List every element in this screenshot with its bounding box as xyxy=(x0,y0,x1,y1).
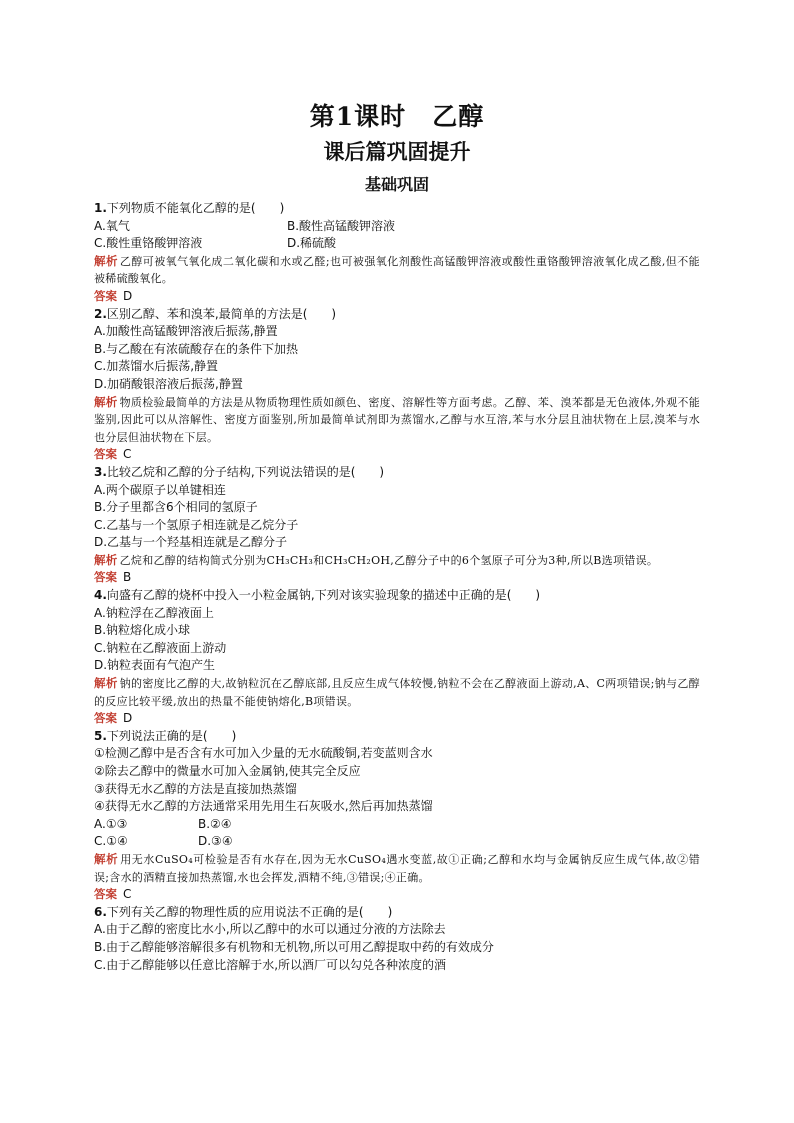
question-5 xyxy=(94,728,700,904)
option-d: D.乙基与一个羟基相连就是乙醇分子 xyxy=(94,535,288,550)
option-d: D.③④ xyxy=(198,834,233,849)
document-page xyxy=(94,100,700,974)
answer: 答案 C xyxy=(94,887,132,902)
option-c: C.由于乙醇能够以任意比溶解于水,所以酒厂可以勾兑各种浓度的酒 xyxy=(94,957,447,972)
option-d: D.加硝酸银溶液后振荡,静置 xyxy=(94,376,243,391)
answer: 答案 D xyxy=(94,288,133,303)
question-3 xyxy=(94,464,700,587)
option-c: C.钠粒在乙醇液面上游动 xyxy=(94,640,227,655)
option-b: B.酸性高锰酸钾溶液 xyxy=(287,218,396,233)
question-stem: 5.下列说法正确的是( ) xyxy=(94,728,237,743)
options-row xyxy=(94,816,700,834)
option-c: C.酸性重铬酸钾溶液 xyxy=(94,236,203,251)
question-stem: 3.比较乙烷和乙醇的分子结构,下列说法错误的是( ) xyxy=(94,464,385,479)
question-4 xyxy=(94,587,700,728)
option-d: D.稀硫酸 xyxy=(287,236,337,251)
question-2 xyxy=(94,306,700,464)
option-c: C.①④ xyxy=(94,834,128,849)
question-stem: 6.下列有关乙醇的物理性质的应用说法不正确的是( ) xyxy=(94,904,393,919)
option-d: D.钠粒表面有气泡产生 xyxy=(94,658,216,673)
options-row xyxy=(94,235,700,253)
analysis: 解析 乙烷和乙醇的结构简式分别为CH₃CH₃和CH₃CH₂OH,乙醇分子中的6个氢原子可分为3种,所以B选项错误。 xyxy=(94,552,659,567)
option-a: A.加酸性高锰酸钾溶液后振荡,静置 xyxy=(94,324,278,339)
options-row xyxy=(94,833,700,851)
section-heading: 基础巩固 xyxy=(364,175,429,194)
question-stem: 2.区别乙醇、苯和溴苯,最简单的方法是( ) xyxy=(94,306,337,321)
option-a: A.两个碳原子以单键相连 xyxy=(94,482,226,497)
option-a: A.①③ xyxy=(94,816,128,831)
question-stem: 1.下列物质不能氧化乙醇的是( ) xyxy=(94,201,285,215)
statement-4: ④获得无水乙醇的方法通常采用先用生石灰吸水,然后再加热蒸馏 xyxy=(94,799,433,814)
option-c: C.加蒸馏水后振荡,静置 xyxy=(94,359,219,374)
question-stem: 4.向盛有乙醇的烧杯中投入一小粒金属钠,下列对该实验现象的描述中正确的是( ) xyxy=(94,588,541,603)
analysis: 解析 乙醇可被氧气氧化成二氧化碳和水或乙醛;也可被强氧化剂酸性高锰酸钾溶液或酸性重铬酸钾溶液氧化成乙酸,但不能被稀硫酸氧化。 xyxy=(94,253,700,286)
option-b: B.②④ xyxy=(198,816,232,831)
lesson-number: 第1课时 xyxy=(309,102,407,131)
statement-2: ②除去乙醇中的微量水可加入金属钠,使其完全反应 xyxy=(94,764,361,778)
option-b: B.与乙酸在有浓硫酸存在的条件下加热 xyxy=(94,341,299,356)
option-a: A.钠粒浮在乙醇液面上 xyxy=(94,605,214,620)
lesson-topic: 乙醇 xyxy=(432,102,485,131)
question-1 xyxy=(94,200,700,306)
option-a: A.氧气 xyxy=(94,218,130,233)
option-b: B.由于乙醇能够溶解很多有机物和无机物,所以可用乙醇提取中药的有效成分 xyxy=(94,939,494,954)
analysis: 解析 用无水CuSO₄可检验是否有水存在,因为无水CuSO₄遇水变蓝,故①正确;乙醇和水均与金属钠反应生成气体,故②错误;含水的酒精直接加热蒸馏,水也会挥发,酒精不纯,③错误;④正确。 xyxy=(94,851,701,884)
answer: 答案 D xyxy=(94,711,133,726)
statement-3: ③获得无水乙醇的方法是直接加热蒸馏 xyxy=(94,781,297,796)
answer: 答案 B xyxy=(94,570,132,585)
subtitle: 课后篇巩固提升 xyxy=(323,139,471,164)
answer: 答案 C xyxy=(94,447,132,462)
question-6 xyxy=(94,904,700,974)
lesson-title xyxy=(94,100,700,134)
analysis: 解析 物质检验最简单的方法是从物质物理性质如颜色、密度、溶解性等方面考虑。乙醇、苯、溴苯都是无色液体,外观不能鉴别,因此可以从溶解性、密度方面鉴别,所加最简单试剂即为蒸馏水,乙醇与水互溶,苯与水分层且油状物在上层,溴苯与水也分层但油状物在下层。 xyxy=(94,394,701,444)
statement-1: ①检测乙醇中是否含有水可加入少量的无水硫酸铜,若变蓝则含水 xyxy=(94,746,433,761)
option-b: B.钠粒熔化成小球 xyxy=(94,623,191,638)
option-a: A.由于乙醇的密度比水小,所以乙醇中的水可以通过分液的方法除去 xyxy=(94,922,446,937)
options-row xyxy=(94,218,700,236)
option-b: B.分子里都含6个相同的氢原子 xyxy=(94,500,258,515)
option-c: C.乙基与一个氢原子相连就是乙烷分子 xyxy=(94,517,299,532)
analysis: 解析 钠的密度比乙醇的大,故钠粒沉在乙醇底部,且反应生成气体较慢,钠粒不会在乙醇液面上游动,A、C两项错误;钠与乙醇的反应比较平缓,放出的热量不能使钠熔化,B项错误。 xyxy=(94,676,700,708)
